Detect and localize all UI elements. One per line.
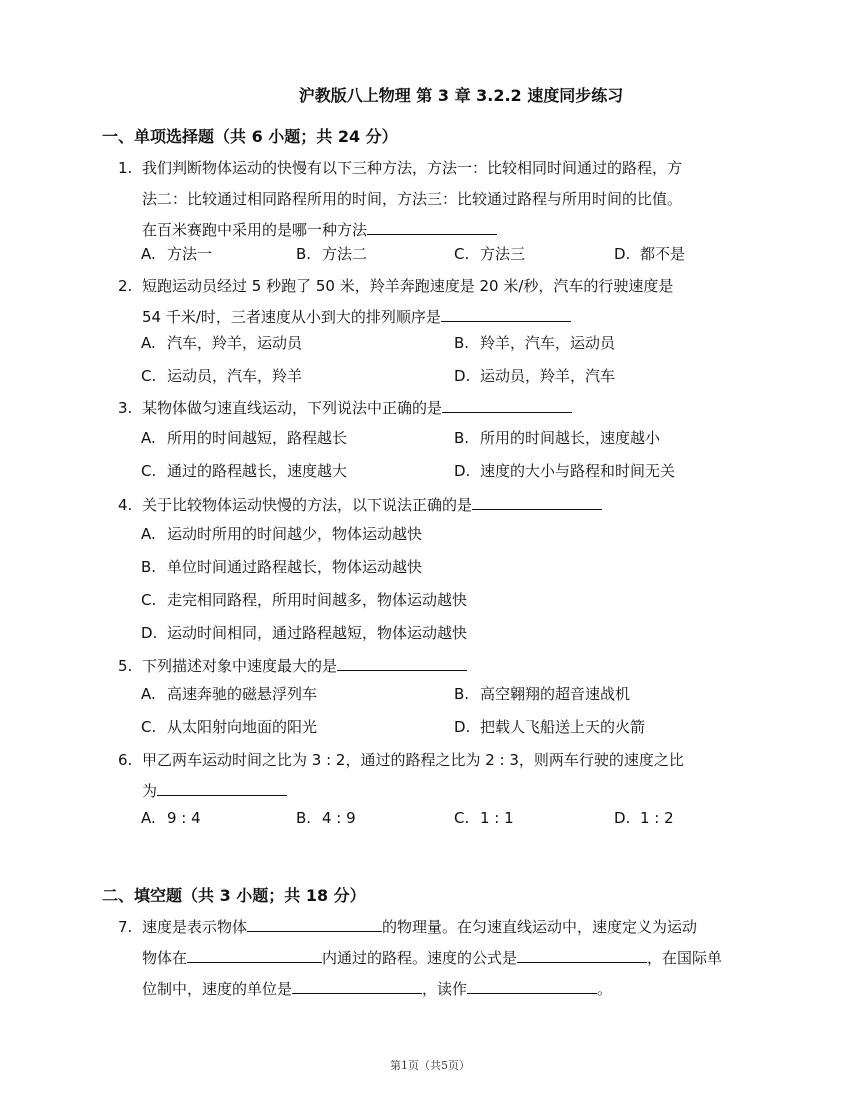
answer-blank[interactable] — [367, 218, 497, 235]
answer-blank[interactable] — [467, 977, 597, 994]
answer-blank[interactable] — [441, 305, 571, 322]
option-label: B. — [454, 429, 470, 447]
question-text: 物体在 — [142, 949, 188, 967]
option-c[interactable] — [141, 584, 467, 617]
option-text: 羚羊，汽车，运动员 — [480, 334, 616, 352]
option-label: D. — [454, 462, 471, 480]
question-text: ，读作 — [422, 980, 468, 998]
option-label: B. — [296, 809, 312, 827]
question-1 — [118, 153, 768, 246]
answer-blank[interactable] — [337, 654, 467, 671]
question-7 — [118, 912, 768, 1005]
answer-blank[interactable] — [292, 977, 422, 994]
option-label: D. — [454, 367, 471, 385]
question-text: 甲乙两车运动时间之比为 3 : 2，通过的路程之比为 2 : 3，则两车行驶的速度之比 — [142, 751, 684, 769]
question-number: 4. — [118, 496, 133, 514]
option-text: 所用的时间越短，路程越长 — [167, 429, 348, 447]
answer-blank[interactable] — [442, 396, 572, 413]
option-b[interactable] — [141, 551, 422, 584]
option-text: 1 : 2 — [640, 809, 674, 827]
option-text: 把载人飞船送上天的火箭 — [480, 718, 646, 736]
document-title: 沪教版八上物理 第 3 章 3.2.2 速度同步练习 — [298, 86, 624, 105]
option-c[interactable] — [454, 802, 514, 835]
option-b[interactable] — [296, 802, 356, 835]
question-text: 为 — [142, 782, 158, 800]
question-number: 2. — [118, 277, 133, 295]
option-label: B. — [296, 245, 312, 263]
option-a[interactable] — [141, 422, 347, 455]
option-a[interactable] — [141, 802, 201, 835]
option-b[interactable] — [454, 422, 660, 455]
option-text: 4 : 9 — [322, 809, 356, 827]
option-text: 单位时间通过路程越长，物体运动越快 — [167, 558, 423, 576]
option-label: A. — [141, 429, 156, 447]
answer-blank[interactable] — [247, 915, 382, 932]
question-2 — [118, 271, 768, 333]
answer-blank[interactable] — [517, 946, 647, 963]
question-text: 某物体做匀速直线运动，下列说法中正确的是 — [142, 399, 443, 417]
question-number: 5. — [118, 657, 133, 675]
question-text: 54 千米/时，三者速度从小到大的排列顺序是 — [142, 308, 441, 326]
option-d[interactable] — [614, 238, 685, 271]
page-footer: 第1页（共5页） — [390, 1059, 470, 1072]
option-c[interactable] — [141, 711, 317, 744]
option-text: 运动员，汽车，羚羊 — [167, 367, 303, 385]
option-d[interactable] — [454, 360, 615, 393]
option-b[interactable] — [454, 678, 630, 711]
question-6 — [118, 745, 768, 807]
option-label: C. — [141, 367, 157, 385]
option-text: 通过的路程越长，速度越大 — [167, 462, 348, 480]
answer-blank[interactable] — [187, 946, 322, 963]
question-text: 。 — [597, 980, 613, 998]
option-a[interactable] — [141, 518, 422, 551]
option-label: A. — [141, 245, 156, 263]
option-d[interactable] — [454, 455, 675, 488]
question-4 — [118, 490, 768, 521]
option-c[interactable] — [141, 360, 302, 393]
option-label: B. — [454, 685, 470, 703]
option-text: 速度的大小与路程和时间无关 — [480, 462, 676, 480]
option-label: A. — [141, 809, 156, 827]
option-c[interactable] — [141, 455, 347, 488]
option-label: A. — [141, 685, 156, 703]
option-text: 1 : 1 — [480, 809, 514, 827]
question-number: 3. — [118, 399, 133, 417]
answer-blank[interactable] — [157, 779, 287, 796]
option-text: 运动时间相同，通过路程越短，物体运动越快 — [167, 624, 468, 642]
option-a[interactable] — [141, 327, 302, 360]
option-label: C. — [141, 591, 157, 609]
option-d[interactable] — [141, 617, 467, 650]
option-text: 都不是 — [640, 245, 686, 263]
question-text: ，在国际单 — [647, 949, 723, 967]
question-text: 法二：比较通过相同路程所用的时间，方法三：比较通过路程与所用时间的比值。 — [142, 190, 683, 208]
option-b[interactable] — [454, 327, 615, 360]
option-label: D. — [454, 718, 471, 736]
option-d[interactable] — [454, 711, 645, 744]
question-text: 速度是表示物体 — [142, 918, 248, 936]
question-number: 1. — [118, 159, 133, 177]
option-label: C. — [454, 809, 470, 827]
option-d[interactable] — [614, 802, 674, 835]
answer-blank[interactable] — [472, 493, 602, 510]
option-text: 走完相同路程，所用时间越多，物体运动越快 — [167, 591, 468, 609]
section-heading-single-choice: 一、单项选择题（共 6 小题；共 24 分） — [102, 127, 398, 146]
option-text: 高速奔驰的磁悬浮列车 — [167, 685, 318, 703]
option-text: 方法二 — [322, 245, 368, 263]
option-text: 方法一 — [167, 245, 213, 263]
option-text: 运动时所用的时间越少，物体运动越快 — [167, 525, 423, 543]
option-a[interactable] — [141, 678, 317, 711]
option-text: 所用的时间越长，速度越小 — [480, 429, 661, 447]
question-text: 位制中，速度的单位是 — [142, 980, 293, 998]
question-text: 内通过的路程。速度的公式是 — [322, 949, 518, 967]
question-3 — [118, 393, 768, 424]
option-text: 高空翱翔的超音速战机 — [480, 685, 631, 703]
question-number: 7. — [118, 918, 133, 936]
question-text: 下列描述对象中速度最大的是 — [142, 657, 338, 675]
option-label: B. — [141, 558, 157, 576]
option-label: C. — [141, 718, 157, 736]
question-text: 我们判断物体运动的快慢有以下三种方法，方法一：比较相同时间通过的路程，方 — [142, 159, 683, 177]
question-text: 的物理量。在匀速直线运动中，速度定义为运动 — [382, 918, 698, 936]
option-text: 9 : 4 — [167, 809, 201, 827]
option-b[interactable] — [296, 238, 367, 271]
option-label: A. — [141, 334, 156, 352]
question-text: 在百米赛跑中采用的是哪一种方法 — [142, 221, 368, 239]
option-text: 方法三 — [480, 245, 526, 263]
option-text: 从太阳射向地面的阳光 — [167, 718, 318, 736]
question-number: 6. — [118, 751, 133, 769]
option-a[interactable] — [141, 238, 212, 271]
option-text: 运动员，羚羊，汽车 — [480, 367, 616, 385]
option-label: C. — [141, 462, 157, 480]
option-label: C. — [454, 245, 470, 263]
question-text: 关于比较物体运动快慢的方法，以下说法正确的是 — [142, 496, 473, 514]
option-text: 汽车，羚羊，运动员 — [167, 334, 303, 352]
option-label: A. — [141, 525, 156, 543]
question-text: 短跑运动员经过 5 秒跑了 50 米，羚羊奔跑速度是 20 米/秒，汽车的行驶速度是 — [142, 277, 674, 295]
option-c[interactable] — [454, 238, 525, 271]
option-label: D. — [614, 245, 631, 263]
option-label: D. — [141, 624, 158, 642]
option-label: B. — [454, 334, 470, 352]
option-label: D. — [614, 809, 631, 827]
section-heading-fill-in: 二、填空题（共 3 小题；共 18 分） — [102, 886, 366, 905]
